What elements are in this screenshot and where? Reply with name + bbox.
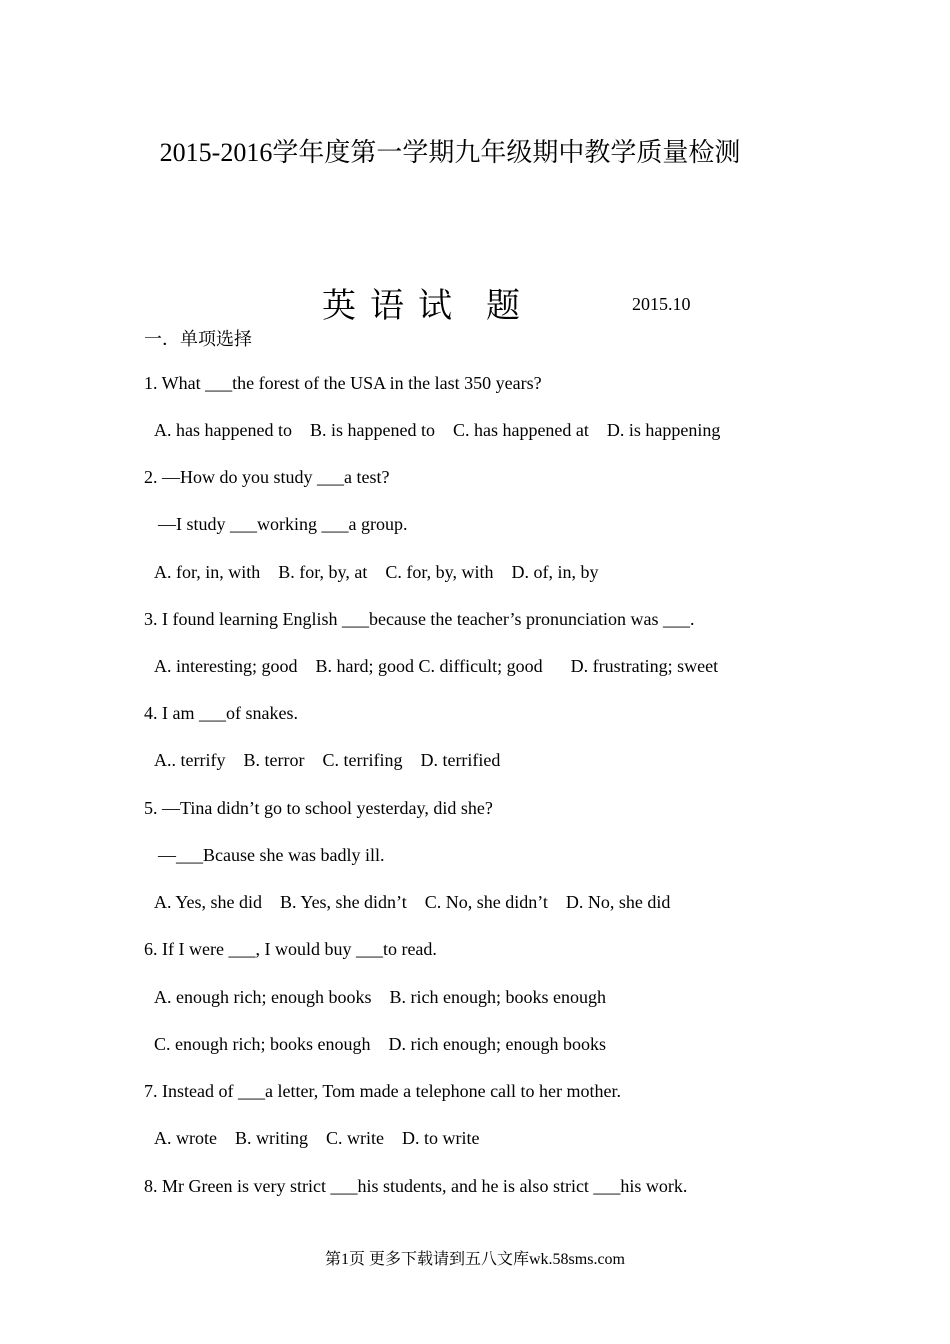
question-2-stem: 2. —How do you study ___a test? <box>144 467 390 487</box>
subject-char-4: 题 <box>486 286 520 326</box>
option-a: A.. terrify <box>154 750 226 770</box>
question-4-options <box>154 749 500 771</box>
option-d: D. frustrating; sweet <box>570 656 719 676</box>
question-7-stem: 7. Instead of ___a letter, Tom made a telephone call to her mother. <box>144 1081 622 1101</box>
question-1-stem: 1. What ___the forest of the USA in the last 350 years? <box>144 373 542 393</box>
option-c: C. write <box>326 1128 384 1148</box>
option-a: A. interesting; good <box>154 656 298 676</box>
option-d: D. is happening <box>606 420 721 440</box>
question-6-options-row-2 <box>154 1033 606 1055</box>
option-a: A. has happened to <box>154 420 292 440</box>
option-d: D. to write <box>402 1128 480 1148</box>
option-a: A. for, in, with <box>154 562 261 582</box>
option-c: C. terrifing <box>322 750 403 770</box>
option-b: B. is happened to <box>309 420 435 440</box>
option-c: C. for, by, with <box>385 562 494 582</box>
question-2-answer-line: —I study ___working ___a group. <box>158 514 408 534</box>
question-5-options <box>154 891 670 913</box>
option-a: A. enough rich; enough books <box>154 987 372 1007</box>
option-c: C. No, she didn’t <box>424 892 548 912</box>
option-b: B. writing <box>234 1128 308 1148</box>
question-6-options-row-1 <box>154 986 606 1008</box>
subject-char-3: 试 <box>418 286 452 326</box>
subject-char-1: 英 <box>322 286 356 326</box>
question-1-options <box>154 419 720 441</box>
question-8-stem: 8. Mr Green is very strict ___his students, and he is also strict ___his work. <box>144 1176 688 1196</box>
option-a: A. wrote <box>154 1128 217 1148</box>
question-7-options <box>154 1127 479 1149</box>
exam-header-title: 2015-2016学年度第一学期九年级期中教学质量检测 <box>159 138 741 167</box>
subject-char-2: 语 <box>370 286 404 326</box>
option-d: D. No, she did <box>565 892 671 912</box>
question-3-stem: 3. I found learning English ___because the teacher’s pronunciation was ___. <box>144 609 695 629</box>
section-label: 一．单项选择 <box>144 329 252 350</box>
question-5-answer-line: —___Bcause she was badly ill. <box>158 845 385 865</box>
option-a: A. Yes, she did <box>154 892 263 912</box>
option-c: C. has happened at <box>452 420 589 440</box>
option-b-c: B. hard; good C. difficult; good <box>315 656 543 676</box>
option-d: D. rich enough; enough books <box>388 1034 606 1054</box>
option-c: C. enough rich; books enough <box>154 1034 371 1054</box>
option-d: D. of, in, by <box>511 562 599 582</box>
question-2-options <box>154 561 599 583</box>
subject-title <box>322 278 520 327</box>
question-4-stem: 4. I am ___of snakes. <box>144 703 298 723</box>
exam-date: 2015.10 <box>632 294 691 314</box>
page-footer: 第1页 更多下载请到五八文库wk.58sms.com <box>324 1251 625 1268</box>
option-b: B. rich enough; books enough <box>389 987 606 1007</box>
option-b: B. Yes, she didn’t <box>280 892 407 912</box>
question-3-options <box>154 655 718 677</box>
option-d: D. terrified <box>420 750 501 770</box>
option-b: B. for, by, at <box>278 562 368 582</box>
question-6-stem: 6. If I were ___, I would buy ___to read. <box>144 939 437 959</box>
question-5-stem: 5. —Tina didn’t go to school yesterday, did she? <box>144 798 493 818</box>
option-b: B. terror <box>243 750 305 770</box>
